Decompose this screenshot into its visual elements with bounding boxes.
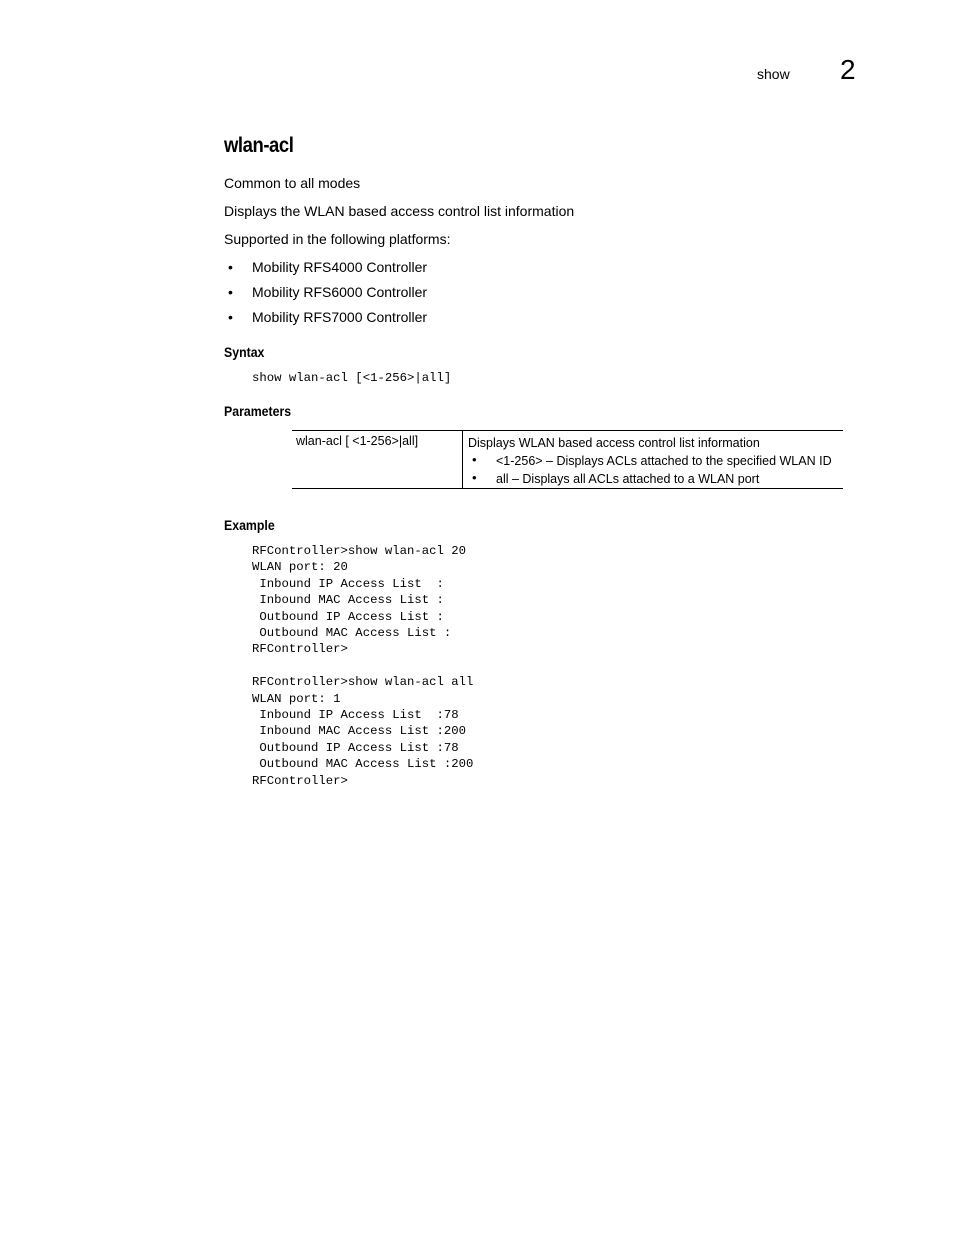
list-item: • all – Displays all ACLs attached to a WLAN port: [472, 470, 760, 486]
bullet-icon: •: [228, 259, 233, 275]
platform-list: [224, 258, 427, 333]
syntax-heading: Syntax: [224, 344, 265, 360]
parameters-table: [292, 430, 843, 489]
list-item: • Mobility RFS6000 Controller: [228, 284, 428, 300]
bullet-icon: •: [228, 309, 233, 325]
parameter-name: wlan-acl [ <1-256>|all]: [296, 434, 419, 448]
page-title: wlan-acl: [224, 134, 294, 157]
list-item: • Mobility RFS4000 Controller: [228, 259, 428, 275]
header-section-name: show: [757, 66, 790, 82]
bullet-icon: •: [228, 284, 233, 300]
platforms-intro-text: Supported in the following platforms:: [224, 231, 451, 247]
parameter-description-cell: [468, 434, 832, 488]
parameters-heading: Parameters: [224, 403, 292, 419]
command-mode-text: Common to all modes: [224, 175, 361, 191]
list-item: • Mobility RFS7000 Controller: [228, 309, 428, 325]
syntax-code: show wlan-acl [<1-256>|all]: [252, 371, 452, 385]
example-heading: Example: [224, 517, 275, 533]
example-code: RFController>show wlan-acl 20 WLAN port: 20 Inbound IP Access List : Inbound MAC Access List : Outbound IP Access List : Outbound MAC Access List : RFController> RFController>show wlan-acl all WLAN port: 1 Inbound IP Access List :78 Inbound MAC Access List :200 Outbound IP Access List :78 Outbound MAC Access List :200 RFController>: [252, 544, 474, 788]
header-chapter-number: 2: [840, 54, 856, 85]
list-item: • <1-256> – Displays ACLs attached to the specified WLAN ID: [472, 452, 832, 468]
command-description-text: Displays the WLAN based access control list information: [224, 203, 575, 219]
bullet-icon: •: [472, 470, 477, 485]
table-column-divider: [462, 431, 463, 488]
bullet-icon: •: [472, 452, 477, 467]
parameter-description: Displays WLAN based access control list information: [468, 436, 760, 450]
